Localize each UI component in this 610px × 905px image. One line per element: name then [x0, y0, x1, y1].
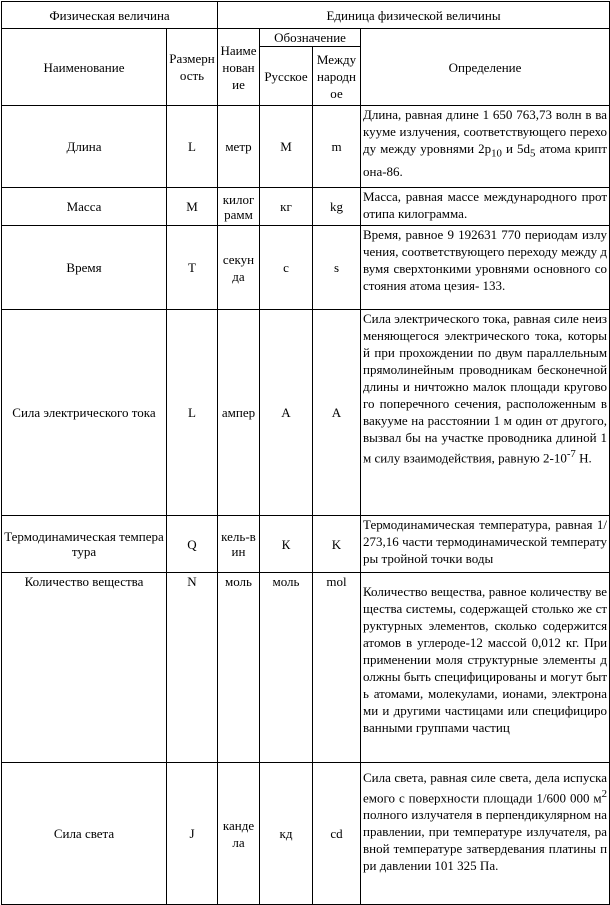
- quantity-name: Количество вещества: [2, 573, 167, 763]
- table-row: [2, 106, 610, 188]
- header-row-1: [2, 2, 610, 29]
- table-row: [2, 516, 610, 573]
- unit-definition: Длина, равная длине 1 650 763,73 волн в вакууме излучения, соответствующего переходу между уровнями $2p_{10}$ и $5d_5$ атома криптона-86.: [361, 106, 610, 188]
- unit-russian: К: [260, 516, 313, 573]
- unit-definition: Сила электрического тока, равная силе неизменяющегося электрического тока, который при прохождении по двум параллельным прямолинейным проводникам бесконечной длины и ничтожно малок площади кругового поперечного сечения, расположенным в вакууме на расстоянии 1 м один от другого, вызвал бы на участке проводника длиной 1 м силу взаимодействия, равную $2-10^{-7}$ Н.: [361, 310, 610, 516]
- table-row: [2, 226, 610, 310]
- unit-russian: кг: [260, 188, 313, 226]
- unit-international: mol: [313, 573, 361, 763]
- quantity-name: Масса: [2, 188, 167, 226]
- header-definition: Определение: [361, 29, 610, 106]
- unit-definition: Масса, равная массе международного прототипа килограмма.: [361, 188, 610, 226]
- quantity-dimension: J: [167, 763, 218, 905]
- unit-russian: с: [260, 226, 313, 310]
- unit-international: kg: [313, 188, 361, 226]
- quantity-name: Термодинамическая температура: [2, 516, 167, 573]
- si-units-table: [1, 1, 610, 905]
- unit-definition: Количество вещества, равное количеству вещества системы, содержащей столько же структурных элементов, сколько содержится атомов в углероде-12 массой 0,012 кг. При применении моля структурные элементы должны быть специфицированы и могут быть атомами, молекулами, ионами, электронами и другими частицами или специфицированными группами частиц: [361, 573, 610, 763]
- header-designation: Обозначение: [260, 29, 361, 47]
- unit-name: кель-вин: [218, 516, 260, 573]
- table-row: [2, 310, 610, 516]
- unit-name: метр: [218, 106, 260, 188]
- header-unit-name: Наименование: [218, 29, 260, 106]
- unit-russian: А: [260, 310, 313, 516]
- unit-name: моль: [218, 573, 260, 763]
- unit-name: кандела: [218, 763, 260, 905]
- quantity-dimension: L: [167, 106, 218, 188]
- unit-international: cd: [313, 763, 361, 905]
- unit-name: ампер: [218, 310, 260, 516]
- header-physical-quantity: Физическая величина: [2, 2, 218, 29]
- quantity-dimension: L: [167, 310, 218, 516]
- unit-russian: моль: [260, 573, 313, 763]
- quantity-dimension: T: [167, 226, 218, 310]
- unit-definition: Время, равное 9 192631 770 периодам излучения, соответствующего переходу между двумя сверхтонкими уровнями основного состояния атома цезия- 133.: [361, 226, 610, 310]
- unit-definition: Сила света, равная силе света, дела испускаемого с поверхности площади 1/600 000 $м^2$ полного излучателя в перпендикулярном направлении, при температуре излучателя, равной температуре затвердевания платины при давлении 101 325 Па.: [361, 763, 610, 905]
- quantity-dimension: N: [167, 573, 218, 763]
- header-name: Наименование: [2, 29, 167, 106]
- quantity-name: Время: [2, 226, 167, 310]
- quantity-dimension: Q: [167, 516, 218, 573]
- header-unit-of-quantity: Единица физической величины: [218, 2, 610, 29]
- header-row-2: [2, 29, 610, 47]
- header-dimension: Размерность: [167, 29, 218, 106]
- table-row: [2, 188, 610, 226]
- unit-russian: М: [260, 106, 313, 188]
- quantity-name: Длина: [2, 106, 167, 188]
- unit-name: килограмм: [218, 188, 260, 226]
- unit-name: секунда: [218, 226, 260, 310]
- unit-definition: Термодинамическая температура, равная 1/273,16 части термодинамической температуры тройной точки воды: [361, 516, 610, 573]
- table-row: [2, 763, 610, 905]
- unit-international: K: [313, 516, 361, 573]
- quantity-name: Сила электрического тока: [2, 310, 167, 516]
- unit-international: m: [313, 106, 361, 188]
- quantity-name: Сила света: [2, 763, 167, 905]
- unit-international: s: [313, 226, 361, 310]
- unit-international: A: [313, 310, 361, 516]
- header-international: Международное: [313, 47, 361, 106]
- quantity-dimension: M: [167, 188, 218, 226]
- unit-russian: кд: [260, 763, 313, 905]
- table-row: [2, 573, 610, 763]
- header-russian: Русское: [260, 47, 313, 106]
